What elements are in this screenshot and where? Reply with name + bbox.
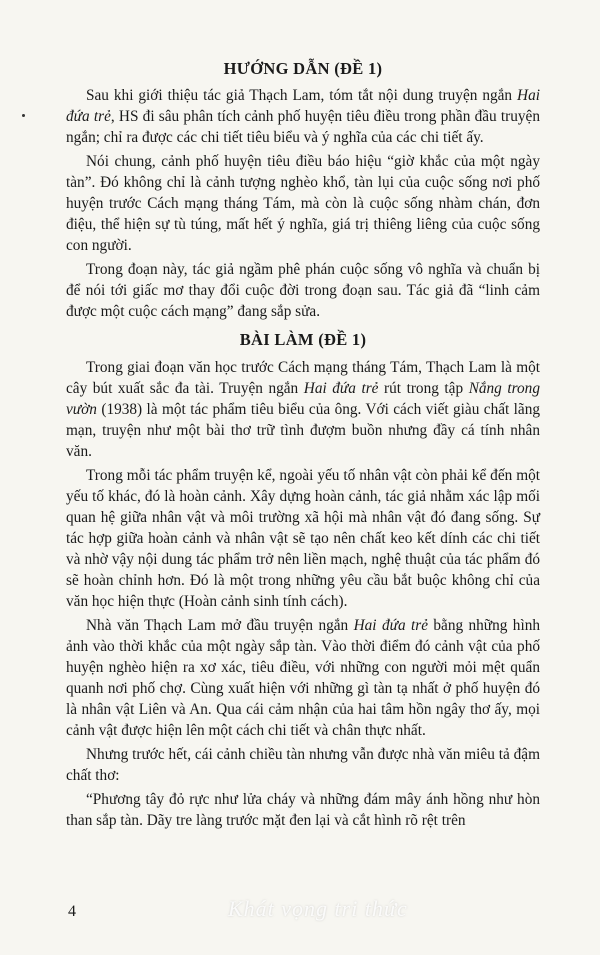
essay-paragraph-4: Nhưng trước hết, cái cảnh chiều tàn nhưng vẫn được nhà văn miêu tả đậm chất thơ: xyxy=(66,746,540,784)
essay-heading: BÀI LÀM (ĐỀ 1) xyxy=(239,330,367,349)
essay-paragraph-1: Trong giai đoạn văn học trước Cách mạng tháng Tám, Thạch Lam là một cây bút xuất sắc đa tài. Truyện ngắn Hai đứa trẻ rút trong tập Nắng trong vườn (1938) là một tác phẩm tiêu biểu của ông. Với cách viết giàu chất lãng mạn, truyện như một bài thơ trữ tình đượm buồn nhưng đầy cá tính nhân văn. xyxy=(66,359,540,460)
watermark: Khát vọng tri thức xyxy=(228,896,408,921)
guide-paragraph-3: Trong đoạn này, tác giả ngầm phê phán cuộc sống vô nghĩa và chuẩn bị để nói tới giấc mơ thay đổi cuộc đời trong đoạn sau. Tác giả đã “linh cảm được một cuộc cách mạng” đang sắp sửa. xyxy=(66,261,540,320)
guide-paragraph-1: Sau khi giới thiệu tác giả Thạch Lam, tóm tắt nội dung truyện ngắn Hai đứa trẻ, HS đi sâu phân tích cảnh phố huyện tiêu điều trong phần đầu truyện ngắn; chỉ ra được các chi tiết tiêu biểu và ý nghĩa của các chi tiết ấy. xyxy=(66,87,540,146)
guide-paragraph-2: Nói chung, cảnh phố huyện tiêu điều báo hiệu “giờ khắc của một ngày tàn”. Đó không chỉ là cảnh tượng nghèo khổ, tàn lụi của cuộc sống nơi phố huyện trước Cách mạng tháng Tám, mà còn là cuộc sống nhàm chán, đơn điệu, thể hiện sự tù túng, mất hết ý nghĩa, giá trị thiêng liêng của cuộc sống con người. xyxy=(66,153,540,254)
guide-section xyxy=(66,85,540,322)
essay-quote: “Phương tây đỏ rực như lửa cháy và những đám mây ánh hồng như hòn than sắp tàn. Dãy tre làng trước mặt đen lại và cắt hình rõ rệt trên xyxy=(66,791,540,829)
essay-paragraph-3: Nhà văn Thạch Lam mở đầu truyện ngắn Hai đứa trẻ bằng những hình ảnh vào thời khắc của một ngày sắp tàn. Vào thời điểm đó cảnh vật của phố huyện nghèo hiện ra xơ xác, tiêu điều, với những con người mỏi mệt quẩn quanh nơi phố chợ. Cùng xuất hiện với những gì tàn tạ nhất ở phố huyện đó là nhân vật Liên và An. Qua cái cảm nhận của hai tâm hồn ngây thơ ấy, mọi cảnh vật được hiện lên một cách chi tiết và chân thực nhất. xyxy=(66,617,540,739)
essay-section xyxy=(66,357,540,831)
essay-paragraph-2: Trong mỗi tác phẩm truyện kể, ngoài yếu tố nhân vật còn phải kể đến một yếu tố khác, đó là hoàn cảnh. Xây dựng hoàn cảnh, tác giả nhằm xác lập mối quan hệ giữa nhân vật và môi trường xã hội mà nhân vật đó đang sống. Sự tác hợp giữa hoàn cảnh và nhân vật sẽ tạo nên chất keo kết dính các chi tiết và nhờ vậy nội dung tác phẩm trở nên liền mạch, nghệ thuật của tác phẩm đó sẽ hoàn chỉnh hơn. Đó là một trong những yêu cầu bắt buộc không chỉ của văn học hiện thực (Hoàn cảnh sinh tính cách). xyxy=(66,467,540,610)
page-number: 4 xyxy=(68,903,76,920)
guide-heading: HƯỚNG DẪN (ĐỀ 1) xyxy=(223,59,383,78)
ink-dot xyxy=(22,114,25,117)
